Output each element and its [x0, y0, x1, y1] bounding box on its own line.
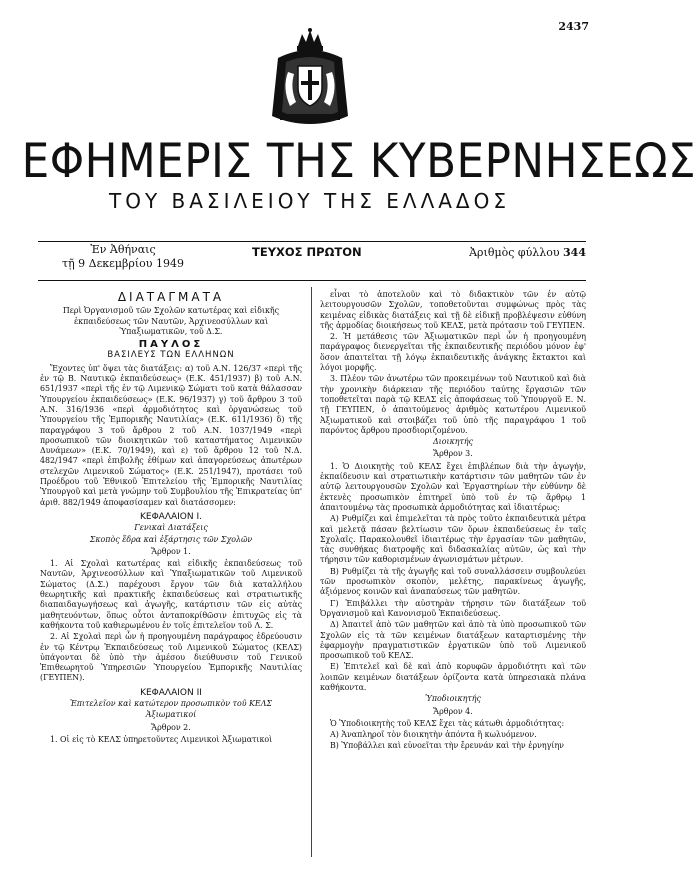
- issue-date: τῇ 9 Δεκεμβρίου 1949: [62, 257, 184, 270]
- chapter-subheading: Γενικαὶ Διατάξεις: [134, 523, 208, 533]
- section-title: ΔΙΑΤΑΓΜΑΤΑ: [117, 290, 225, 304]
- article-paragraph: 2. Ἡ μετάθεσις τῶν Ἀξιωματικῶν περὶ ὧν ἡ προηγουμένη παράγραφος διενεργεῖται τῆς ἐκπαιδευτικῆς περιόδου μόνον ἐφ' ὅσον ἀπαιτεῖται τῇ λόγῳ ἐκπαιδευτικῆς ἀνάγκης ἔκτακτοι καὶ λόγοι μορφῆς.: [320, 332, 586, 373]
- issue-place: Ἐν Ἀθήναις: [90, 243, 156, 256]
- article-heading: Ἄρθρον 4.: [433, 706, 473, 716]
- left-column: [40, 290, 302, 746]
- right-column: [320, 290, 586, 753]
- preamble: Ἔχοντες ὑπ' ὄψει τὰς διατάξεις: α) τοῦ Α.Ν. 126/37 «περὶ τῆς ἐν τῷ Β. Ναυτικῷ ἐκπαιδεύσεως» (Ε.Κ. 451/1937) β) τοῦ Α.Ν. 651/1937 «περὶ τῆς ἐν τῷ Λιμενικῷ Σώματι τοῦ κατὰ θάλασσαν Ὑπουργείου ἐκπαιδεύσεως» (Ε.Κ. 96/1937) γ) τοῦ ἄρθρου 3 τοῦ Α.Ν. 316/1936 «περὶ ἀρμοδιότητος καὶ ὀργανώσεως τοῦ Ὑπουργείου τῆς Ἐμπορικῆς Ναυτιλίας» (Ε.Κ. 611/1936) δ) τῆς παραγράφου 3 τοῦ ἄρθρου 2 τοῦ Α.Ν. 1037/1949 «περὶ προσωπικοῦ τῶν διοικητικῶν τοῦ καταστήματος Λιμενικῶν Δυνάμεων» (Ε.Κ. 70/1949), καὶ ε) τοῦ ἄρθρου 12 τοῦ Ν.Δ. 482/1947 «περὶ ἐπιβολῆς ἐθίμων καὶ ἀπαγορεύσεως ἀπωτέρων στελεχῶν Λιμενικοῦ Σώματος» (Ε.Κ. 251/1947), προτάσει τοῦ Προέδρου τοῦ Ἐθνικοῦ Ἐπιτελείου τῆς Ἐμπορικῆς Ναυτιλίας Ὑπουργοῦ καὶ μετὰ γνώμην τοῦ Συμβουλίου τῆς Ἐπικρατείας ὑπ' ἀριθ. 882/1949 ἀποφασίσαμεν καὶ διατάσσομεν:: [40, 363, 302, 507]
- article-heading: Ἄρθρον 1.: [151, 546, 191, 556]
- article-paragraph: Δ) Ἀπαιτεῖ ἀπὸ τῶν μαθητῶν καὶ ἀπὸ τὰ ὑπὸ προσωπικοῦ τῶν Σχολῶν εἰς τὰ τῶν κειμένων διατάξεων καταρτισμένης τὴν ἐφαρμογὴν πραγματιστικῶν ἐργατικῶν ὑπὸ τοῦ Λιμενικοῦ προσωπικοῦ τοῦ ΚΕΛΣ.: [320, 620, 586, 661]
- issue-place-date: [62, 243, 184, 271]
- issue-info-row: [38, 243, 586, 277]
- king-name: ΠΑΥΛΟΣ: [138, 339, 204, 351]
- gazette-title: ΕΦΗΜΕΡΙΣ ΤΗΣ ΚΥΒΕΡΝΗΣΕΩΣ: [21, 134, 696, 189]
- chapter-heading: ΚΕΦΑΛΑΙΟΝ Ι.: [140, 511, 202, 522]
- article-paragraph: Ε) Ἐπιτελεῖ καὶ δὲ καὶ ἀπὸ κορυφῶν ἀρμοδιότητι καὶ τῶν λοιπῶν κειμένων διατάξεων ὁρίζοντα κατὰ ὑπηρεσιακὰ πλάνα καθήκοντα.: [320, 662, 586, 692]
- column-divider: [311, 287, 312, 857]
- article-paragraph: 2. Αἱ Σχολαὶ περὶ ὧν ἡ προηγουμένη παράγραφος ἑδρεύουσιν ἐν τῷ Κέντρῳ Ἐκπαιδεύσεως τοῦ Λιμενικοῦ Σώματος (ΚΕΛΣ) ὑπάγονται δὲ ὑπὸ τὴν ἀμέσου διεύθυνσιν τοῦ Γενικοῦ Ἐπιθεωρητοῦ Ὑπηρεσιῶν Ὑπουργείου Ἐμπορικῆς Ναυτιλίας (ΓΕΥΠΕΝ).: [40, 632, 302, 683]
- chapter-subheading: Ἐπιτελεῖον καὶ κατώτερον προσωπικὸν τοῦ ΚΕΛΣ: [70, 698, 272, 708]
- issue-sheet-label: Ἀριθμὸς φύλλου: [469, 246, 560, 259]
- royal-coat-of-arms-icon: [268, 28, 352, 128]
- decree-title: Περὶ Ὀργανισμοῦ τῶν Σχολῶν κατωτέρας καὶ εἰδικῆς ἐκπαιδεύσεως τῶν Ναυτῶν, Ἀρχινεοσύλλων καὶ Ὑπαξιωματικῶν, τοῦ Δ.Σ.: [62, 306, 280, 336]
- header-rule-bottom: [38, 280, 586, 281]
- header-rule-top: [38, 241, 586, 242]
- article-paragraph: 1. Οἱ εἰς τὸ ΚΕΛΣ ὑπηρετοῦντες Λιμενικοὶ Ἀξιωματικοὶ: [50, 734, 273, 744]
- issue-series: ΤΕΥΧΟΣ ΠΡΩΤΟΝ: [252, 245, 362, 259]
- article-paragraph: 1. Αἱ Σχολαὶ κατωτέρας καὶ εἰδικῆς ἐκπαιδεύσεως τοῦ Ναυτῶν, Ἀρχινεοσύλλων καὶ Ὑπαξιωματικῶν τοῦ Λιμενικοῦ Σώματος (Δ.Σ.) παρέχουσι ἔργον τῶν διὰ καταλλήλου θεωρητικῆς καὶ πρακτικῆς ἐκπαιδεύσεως καὶ στρατιωτικῆς διαπαιδαγωγήσεως καὶ ἀγωγῆς, κατάρτισιν τῶν εἰς αὐτὰς μαθητευόντων, ὅπως οὗτοι ἀνταποκρίθῶσιν ἐπιτυχῶς εἰς τὰ καθήκοντα τοῦ καθιερωμένου ἐν τοῖς ἐπιτελεῖον τοῦ Λ. Σ.: [40, 559, 302, 630]
- issue-sheet-number: 344: [563, 246, 586, 259]
- article-paragraph: 1. Ὁ Διοικητὴς τοῦ ΚΕΛΣ ἔχει ἐπιβλέπων διὰ τὴν ἀγωγήν, ἐκπαίδευσιν καὶ στρατιωτικὴν κατάρτισιν τῶν μαθητῶν τῶν ἐν αὐτῷ λειτουργουσῶν Σχολῶν καὶ Ἐργαστηρίων τὴν εὐθύνην δὲ ἐκτενὲς προσωπικὸν ἐπιτηρεῖ ὑπὸ τοῦ ἐν τῷ ἄρθρῳ 1 ἀπαιτουμένῳ τὰς προσωπικὰ ἀρμοδιότητας καὶ ἰδιαιτέρως:: [320, 461, 586, 512]
- chapter-subheading: Σκοπὸς ἕδρα καὶ ἐξάρτησις τῶν Σχολῶν: [89, 534, 253, 544]
- article-paragraph: Β) Ὑποβάλλει καὶ εὐνοεῖται τὴν ἔρευνάν καὶ τὴν ἐρνηγίην: [330, 741, 564, 751]
- article-paragraph: Ὁ Ὑποδιοικητὴς τοῦ ΚΕΛΣ ἔχει τὰς κάτωθι ἀρμοδιότητας:: [330, 718, 565, 728]
- section-subheading: Διοικητής: [432, 437, 474, 447]
- chapter-heading: ΚΕΦΑΛΑΙΟΝ ΙΙ: [140, 687, 202, 698]
- king-title: ΒΑΣΙΛΕΥΣ ΤΩΝ ΕΛΛΗΝΩΝ: [107, 350, 235, 361]
- chapter-subheading: Ἀξιωματικοί: [145, 710, 197, 720]
- article-paragraph: Α) Ρυθμίζει καὶ ἐπιμελεῖται τὰ πρὸς τοῦτο ἐκπαιδευτικὰ μέτρα καὶ μελετᾷ πάσαν βελτίωσιν τῶν ὅρων ἐκπαιδεύσεως ἐν ταῖς Σχολαῖς. Παρακολουθεῖ ἰδιαιτέρως τὴν ἐργασίαν τῶν μαθητῶν, τὰς συνθήκας διατροφῆς καὶ διδασκαλίας αὐτῶν, ὡς καὶ τὴν τήρησιν τῶν καθορισμένων ἀγωνισμάτων μέτρων.: [320, 514, 586, 565]
- article-paragraph: Γ) Ἐπιβάλλει τὴν αὐστηρὰν τήρησιν τῶν διατάξεων τοῦ Ὀργανισμοῦ καὶ Κανονισμοῦ Ἐκπαιδεύσεως.: [320, 598, 586, 618]
- article-heading: Ἄρθρον 3.: [433, 449, 473, 459]
- article-paragraph: Β) Ρυθμίζει τὰ τῆς ἀγωγῆς καὶ τοῦ συναλλάσσειν συμβουλεύει τῶν προσωπικὸν σκοπὸν, μελέτης, παρακίνεως ἀγωγῆς, ἀξιόμενος κοινῶν καὶ ἀναπαύσεως τῶν μαθητῶν.: [320, 566, 586, 597]
- article-heading: Ἄρθρον 2.: [151, 722, 191, 732]
- gazette-subtitle: ΤΟΥ ΒΑΣΙΛΕΙΟΥ ΤΗΣ ΕΛΛΑΔΟΣ: [109, 189, 510, 213]
- article-paragraph: Α) Ἀναπληροῖ τὸν διοικητὴν ἀπόντα ἢ κωλυόμενον.: [330, 730, 537, 740]
- page-number: 2437: [558, 20, 589, 33]
- issue-sheet: [469, 246, 586, 259]
- article-paragraph: 3. Πλέον τῶν ἀνωτέρω τῶν προκειμένων τοῦ Ναυτικοῦ καὶ διὰ τὴν χρονικὴν διάρκειαν τῆς περιόδου ταύτης ἔργασιῶν τῶν τοποθετεῖται παρὰ τῷ ΚΕΛΣ εἰς ἀποφάσεως τοῦ Ὑπουργοῦ Ε. Ν. τῇ ΓΕΥΠΕΝ, ὁ ἀπαιτούμενος ἀριθμὸς κατωτέρου Λιμενικοῦ Ἀξιωματικοῦ καὶ στοιβάζει τοῦ ὑπὸ τῆς παραγράφου 1 τοῦ παρόντος ἄρθρου προσδιοριζομένου.: [320, 374, 586, 435]
- section-subheading: Ὑποδιοικητής: [425, 694, 481, 704]
- article-paragraph: εἶναι τὸ ἀποτελοῦν καὶ τὸ διδακτικὸν τῶν ἐν αὐτῷ λειτουργουσῶν Σχολῶν, τοποθετοῦνται συμφώνως πρὸς τὰς κειμένας εἰδικὰς διατάξεις καὶ τῇ δὲ εἰδικῇ προβλέψεσιν εὐθύνη τῆς ἀρμοδίας διοικήσεως τοῦ ΚΕΛΣ, μετὰ πρότασιν τοῦ ΓΕΥΠΕΝ.: [320, 290, 586, 330]
